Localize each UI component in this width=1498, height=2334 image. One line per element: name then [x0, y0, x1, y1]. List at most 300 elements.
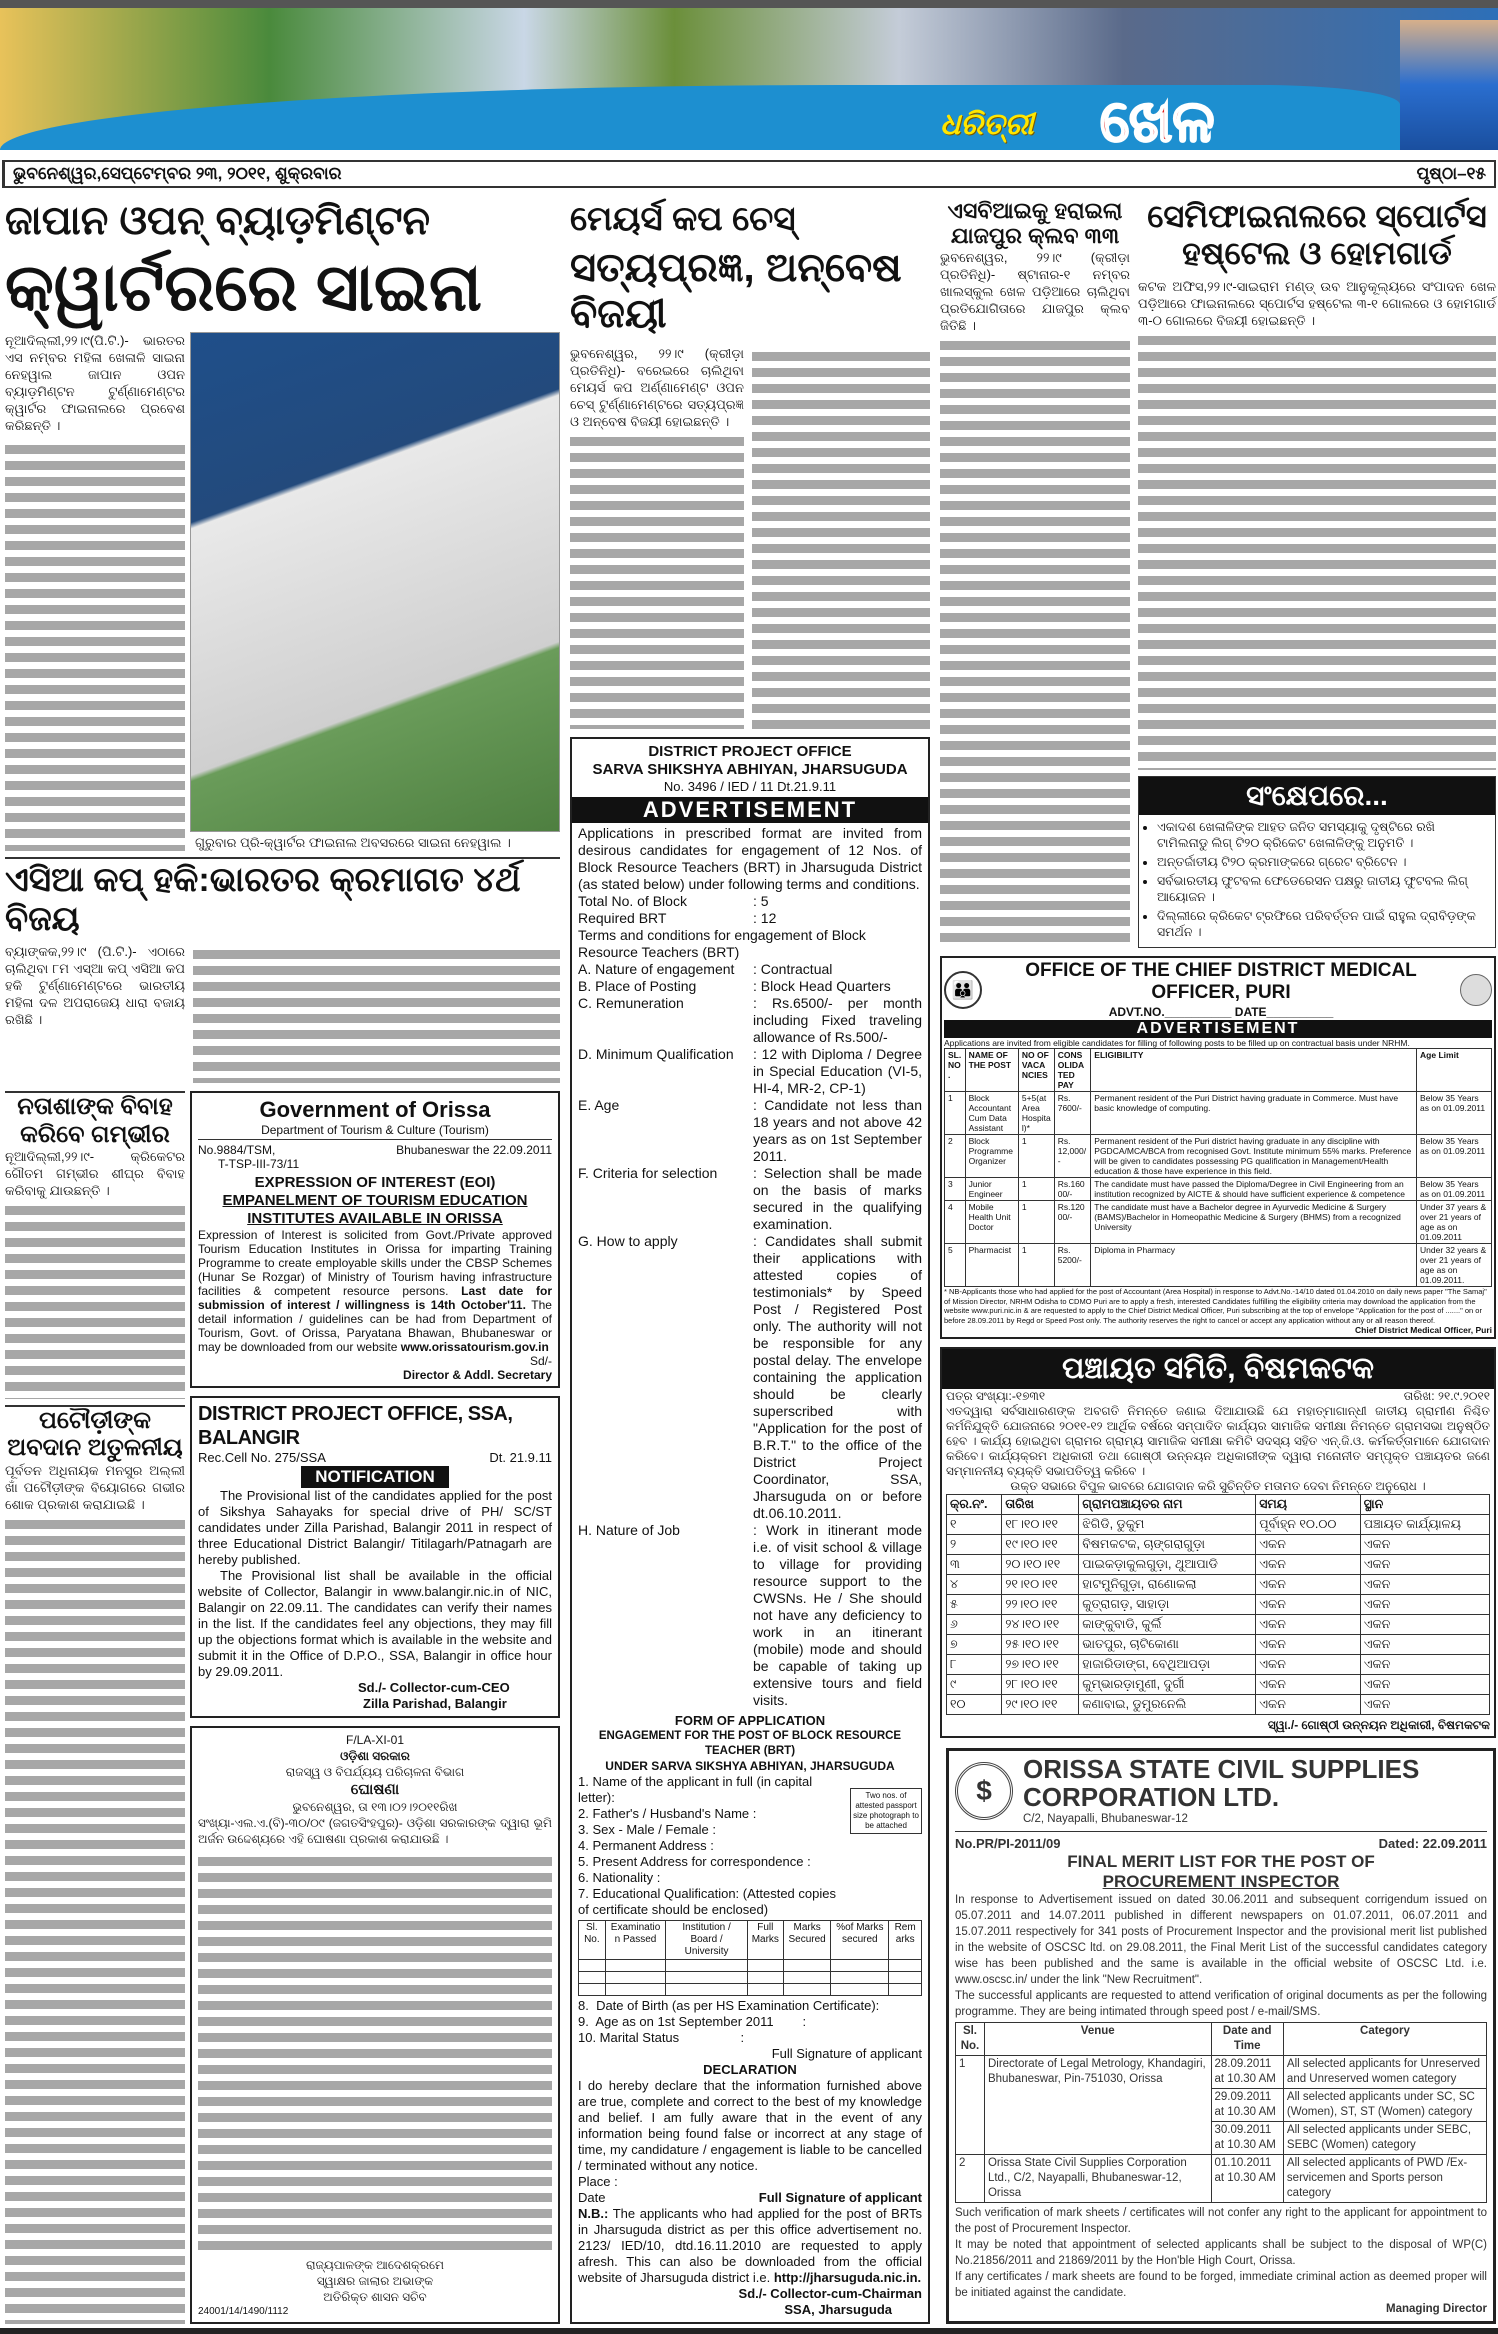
notice-gov: ଓଡ଼ିଶା ସରକାର — [340, 1749, 410, 1764]
table-cell: ୩ — [947, 1555, 1002, 1575]
saina-headline: କ୍ୱାର୍ଟରରେ ସାଇନା — [5, 250, 482, 324]
form-field: 5. Present Address for correspondence : — [578, 1854, 811, 1869]
table-cell: ୨୯।୧୦।୧୧ — [1002, 1695, 1079, 1715]
table-header: ଗ୍ରାମପଞ୍ଚାୟତର ନାମ — [1079, 1495, 1256, 1515]
ad-intro: Applications in prescribed format are invited from desirous candidates for engagement of 12 Nos. of Block Resource Teachers (BRT) in Jharsuguda District (as stated below) under following terms and conditions. — [578, 825, 922, 892]
headline-line: ହଷ୍ଟେଲ ଓ ହୋମଗାର୍ଡ — [1182, 234, 1452, 271]
table-cell: 3 — [945, 1178, 966, 1201]
table-cell: Under 32 years & over 21 years of age as on 01.09.2011. — [1417, 1244, 1492, 1287]
ad-title: DISTRICT PROJECT OFFICE, SSA, BALANGIR — [198, 1403, 513, 1450]
tourism-eoi-ad — [190, 1091, 560, 1388]
brief-item: • ଅନ୍ତର୍ଜାତୀୟ ଟି୨୦ କ୍ରମାଙ୍କରେ ଗ୍ରେଟ ବ୍ରିଟେନ । — [1157, 854, 1489, 870]
table-cell: 1 — [1018, 1201, 1054, 1244]
table-cell: ୨୦।୧୦।୧୧ — [1002, 1555, 1079, 1575]
term-value: : 12 — [753, 910, 777, 926]
category-cell: All selected applicants of PWD /Ex-servicemen and Sports person category — [1283, 2155, 1486, 2203]
ad-heading: FINAL MERIT LIST FOR THE POST OF — [1067, 1852, 1375, 1871]
pataudi-lead: ପୂର୍ବତନ ଅଧିନାୟକ ମନସୁର ଅଲ୍ଲୀ ଖାଁ ପଟୌଡ଼ୀଙ୍କ ବିୟୋଗରେ ଗଭୀର ଶୋକ ପ୍ରକାଶ କରାଯାଇଛି । — [5, 1463, 185, 1512]
article-text — [5, 1513, 185, 2324]
table-cell: 5+5(at Area Hospital)* — [1018, 1092, 1054, 1135]
page-bottom-rule — [0, 2328, 1498, 2334]
table-cell: Under 37 years & over 21 years of age as on 01.09.2011 — [1417, 1201, 1492, 1244]
ad-org: Government of Orissa — [259, 1097, 491, 1123]
notice-body: ଏତଦ୍ୱାରା ସର୍ବସାଧାରଣଙ୍କ ଅବଗତି ନିମନ୍ତେ ଜଣାଇ ଦିଆଯାଉଛି ଯେ ମହାତ୍ମାଗାନ୍ଧୀ ଜାତୀୟ ଗ୍ରାମୀଣ ନିଶ୍ଚିତ କର୍ମନିଯୁକ୍ତି ଯୋଜନାରେ ୨୦୧୧-୧୨ ଆର୍ଥିକ ବର୍ଷରେ ସମ୍ପାଦିତ କାର୍ଯ୍ୟର ସାମାଜିକ ସମୀକ୍ଷା ନିମନ୍ତେ ଗ୍ରାମସଭା ଅନୁଷ୍ଠିତ ହେବ । କାର୍ଯ୍ୟ ହୋଇଥିବା ଗ୍ରାମର ଗ୍ରାମ୍ୟ ସାମାଜିକ ସମୀକ୍ଷା କମିଟି ସଦସ୍ୟ ସହିତ ଏନ୍.ଜି.ଓ. କର୍ମକର୍ତ୍ତାମାନେ ଯୋଗଦାନ କରିବେ। କାର୍ଯ୍ୟକ୍ରମ ଅଧିକାରୀ ତଥା ଗୋଷ୍ଠୀ ଉନ୍ନୟନ ଅଧିକାରୀଙ୍କ ଦ୍ୱାରା ମନୋନୀତ ସମ୍ପୃକ୍ତ ପଞ୍ଚାୟତର ଜଣେ ସମ୍ମାନନୀୟ ବ୍ୟକ୍ତି ସଭାପତିତ୍ୱ କରିବେ । — [946, 1404, 1490, 1478]
venue-cell: Directorate of Legal Metrology, Khandagiri, Bhubaneswar, Pin-751030, Orissa — [984, 2056, 1211, 2155]
table-cell: ୨୭।୧୦।୧୧ — [1002, 1655, 1079, 1675]
hockey-lead: ବ୍ୟାଙ୍କକ,୨୨।୯ (ପି.ଟି.)- ଏଠାରେ ଚାଲିଥିବା ୮ମ ଏସ୍‌ଆ କପ୍ ଏସିଆ କପ ହକି ଟୁର୍ଣ୍ଣାମେଣ୍ଟରେ ଭାରତୀୟ ମହିଳା ଦଳ ଅପରାଜେୟ ଧାରା ବଜାୟ ରଖିଛି । — [5, 944, 185, 1028]
table-cell: ଏକନ — [1360, 1575, 1489, 1595]
table-cell: ୨୫।୧୦।୧୧ — [1002, 1635, 1079, 1655]
table-header: Venue — [984, 2023, 1211, 2056]
semifinal-article — [1138, 278, 1496, 770]
table-row — [945, 1178, 1492, 1201]
table-cell: Block Accountant Cum Data Assistant — [965, 1092, 1018, 1135]
table-cell: ଏକନ — [1360, 1655, 1489, 1675]
term-value: : 12 with Diploma / Degree in Special Education (VI-5, HI-4, MR-2, CP-1) — [753, 1046, 922, 1096]
table-header: Full Marks — [747, 1921, 783, 1960]
table-row — [947, 1675, 1490, 1695]
oscsc-merit-list-ad — [946, 1748, 1496, 2324]
notice-request: ଉକ୍ତ ସଭାରେ ବିପୁଳ ଭାବରେ ଯୋଗଦାନ କରି ସୁଚିନ୍ତିତ ମତାମତ ଦେବା ନିମନ୍ତେ ଅନୁରୋଧ । — [1010, 1479, 1426, 1493]
table-cell: 4 — [945, 1201, 966, 1244]
term-label: Total No. of Block — [578, 893, 687, 909]
brief-item: • ସର୍ବଭାରତୀୟ ଫୁଟବଲ ଫେଡେରେସନ ପକ୍ଷରୁ ଜାତୀୟ ଫୁଟବଲ ଲିଗ୍ ଆୟୋଜନ । — [1157, 873, 1489, 905]
table-header: Age Limit — [1417, 1049, 1492, 1092]
ad-para: In response to Advertisement issued on dated 30.06.2011 and subsequent corrigendum issued on 05.07.2011 and 14.07.2011 published in different newspapers on 01.07.2011, 06.07.2011 and 15.07.2011 respectively for 341 posts of Procurement Inspector and the provisional merit list published in the website of OSCSC ltd. on 29.08.2011, the Final Merit List of the successful candidates category wise has been published and the same is available in the official website of OSCSC Ltd. i.e. www.oscsc.in/ under the link "New Recruitment". — [955, 1894, 1487, 1986]
notice-body: ସଂଖ୍ୟା-ଏଲ.ଏ.(ବି)-୩୦/୦୯ (ଜଗତସିଂହପୁର)- ଓଡ଼ିଶା ସରକାରଙ୍କ ଦ୍ୱାରା ଭୂମି ଅର୍ଜନ ଉଦ୍ଦେଶ୍ୟରେ ଏହି ଘୋଷଣା ପ୍ରକାଶ କରାଯାଉଛି । — [198, 1816, 552, 1847]
date-cell: 29.09.2011 at 10.30 AM — [1211, 2089, 1283, 2122]
article-text — [5, 1199, 185, 1399]
brief-item: • ଏକାଦଶ ଖେଳାଳିଙ୍କ ଆହତ ଜନିତ ସମସ୍ୟାକୁ ଦୃଷ୍ଟିରେ ରଖି ଟାମିଲନାଡୁ ଲିଗ୍‌ ଟି୨୦ କ୍ରିକେଟ ଖେଳାଳିଙ୍କୁ ଅନୁମତି । — [1157, 819, 1489, 851]
table-cell: ୧ — [947, 1515, 1002, 1535]
table-cell: Below 35 Years as on 01.09.2011 — [1417, 1135, 1492, 1178]
ad-ref-no: No. 3496 / IED / 11 Dt.21.9.11 — [663, 779, 837, 794]
chess-headline: ସତ୍ୟପ୍ରଜ୍ଞ, ଅନ୍ବେଷ ବିଜୟୀ — [570, 246, 902, 337]
table-header: NAME OF THE POST — [965, 1049, 1018, 1092]
table-cell: Rs. 12,000/- — [1054, 1135, 1091, 1178]
gambhir-article — [5, 1091, 185, 1399]
table-header: ତାରିଖ — [1002, 1495, 1079, 1515]
declaration-title: DECLARATION — [703, 2062, 797, 2077]
posts-table — [944, 1048, 1492, 1287]
oscsc-logo-icon: $ — [955, 1762, 1013, 1820]
hockey-headline: ଏସିଆ କପ୍ ହକି:ଭାରତର କ୍ରମାଗତ ୪ର୍ଥ ବିଜୟ — [5, 857, 560, 939]
table-cell: Rs. 5200/- — [1054, 1244, 1091, 1287]
table-cell: ଏକନ — [1256, 1695, 1361, 1715]
ad-body: Expression of Interest is solicited from Govt./Private approved Tourism Education Institutes in Orissa for imparting Training Programme to create employable skills under the CBSP Schemes (Hunar Se Rozgar) of Ministry of Tourism having infrastructure facilities & competent resource persons. — [198, 1228, 552, 1299]
table-cell: Rs. 7600/- — [1054, 1092, 1091, 1135]
form-field: 10. Marital Status : — [578, 2030, 745, 2045]
term-row — [578, 1046, 922, 1097]
table-cell: ଏକନ — [1256, 1635, 1361, 1655]
ad-para: The successful applicants are requested to attend verification of original documents as per the following programme. They are being intimated through speed post / e-mail/SMS. — [955, 1990, 1487, 2018]
article-text — [570, 430, 744, 729]
table-header: CONSOLIDATED PAY — [1054, 1049, 1091, 1092]
table-header: Institution / Board / University — [666, 1921, 747, 1960]
article-text — [5, 438, 185, 851]
table-cell: 5 — [945, 1244, 966, 1287]
form-field: 7. Educational Qualification: (Attested copies of certificate should be enclosed) — [578, 1886, 836, 1917]
education-table — [578, 1920, 922, 1996]
venue-cell: Orissa State Civil Supplies Corporation Ltd., C/2, Nayapalli, Bhubaneswar-12, Orissa — [984, 2155, 1211, 2203]
table-cell: ଏକନ — [1360, 1675, 1489, 1695]
notice-signatory: ସ୍ୱା./- ଗୋଷ୍ଠୀ ଉନ୍ନୟନ ଅଧିକାରୀ, ବିଷମକଟକ — [1267, 1718, 1490, 1732]
table-cell: ୨୪।୧୦।୧୧ — [1002, 1615, 1079, 1635]
ad-ref-no: No.PR/PI-2011/09 — [955, 1836, 1061, 1851]
category-cell: All selected applicants under SEBC, SEBC (Women) category — [1283, 2122, 1486, 2155]
table-cell: ଏକନ — [1256, 1555, 1361, 1575]
ad-sd: Sd/- — [529, 1354, 552, 1369]
table-cell: ଏକନ — [1256, 1675, 1361, 1695]
ad-ref-no: ADVT.NO.__________ DATE__________ — [1108, 1005, 1334, 1019]
place-field: Place : — [578, 2174, 618, 2189]
table-cell: Below 35 Years as on 01.09.2011 — [1417, 1178, 1492, 1201]
table-cell: ୨୧।୧୦।୧୧ — [1002, 1575, 1079, 1595]
article-text — [940, 334, 1130, 948]
form-title: ENGAGEMENT FOR THE POST OF BLOCK RESOURCE TEACHER (BRT) — [598, 1730, 902, 1757]
table-cell: ଏକନ — [1360, 1555, 1489, 1575]
term-label: E. Age — [578, 1097, 620, 1113]
article-text — [1138, 329, 1496, 770]
ad-address: C/2, Nayapalli, Bhubaneswar-12 — [1023, 1813, 1188, 1825]
ad-subtitle: EMPANELMENT OF TOURISM EDUCATION INSTITUTES AVAILABLE IN ORISSA — [222, 1192, 528, 1228]
left-lower-row — [5, 1091, 560, 2324]
form-field: 8. Date of Birth (as per HS Examination Certificate): — [578, 1998, 880, 2013]
table-cell: ଏକନ — [1360, 1615, 1489, 1635]
notice-title: ଘୋଷଣା — [350, 1781, 400, 1799]
table-cell: ଝିଗିଡି, ଡୁକୁମ — [1079, 1515, 1256, 1535]
ad-ref-no: No.9884/TSM, — [198, 1143, 276, 1158]
table-cell: ୧୯।୧୦।୧୧ — [1002, 1535, 1079, 1555]
table-header: Sl. No. — [956, 2023, 985, 2056]
form-field: 4. Permanent Address : — [578, 1838, 714, 1853]
term-value: : Contractual — [753, 961, 833, 977]
category-cell: All selected applicants under SC, SC (Women), ST, ST (Women) category — [1283, 2089, 1486, 2122]
right-column — [940, 198, 1496, 2324]
date-field: Date — [578, 2190, 606, 2205]
table-cell: ୪ — [947, 1575, 1002, 1595]
revenue-dept-notice — [190, 1726, 560, 2324]
ad-intro: Applications are invited from eligible candidates for filling of following posts to be filled up on contractual basis under NRHM. — [944, 1038, 1410, 1048]
table-header: Remarks — [889, 1921, 922, 1960]
ad-date: Dt. 21.9.11 — [489, 1450, 552, 1466]
right-top-row — [940, 198, 1496, 948]
table-cell: 1 — [945, 1092, 966, 1135]
table-cell: The candidate must have passed the Diploma/Degree in Civil Engineering from an institution recognized by AICTE & should have sufficient experience & competence — [1091, 1178, 1417, 1201]
nb-text: The applicants who had applied for the post of BRTs in Jharsuguda district as per this office advertisement no. 2123/ IED/10, dtd.16.11.2010 are requested to apply afresh. This can also be downloaded from the official website of Jharsuguda district i.e. — [578, 2206, 922, 2285]
term-value: : 5 — [753, 893, 769, 909]
table-cell: Rs.16000/- — [1054, 1178, 1091, 1201]
date-cell: 30.09.2011 at 10.30 AM — [1211, 2122, 1283, 2155]
article-text — [193, 943, 560, 1083]
table-cell: ଏକନ — [1256, 1575, 1361, 1595]
pataudi-headline: ପଟୌଡ଼ୀଙ୍କ ଅବଦାନ ଅତୁଳନୀୟ — [7, 1406, 183, 1462]
notice-code: 24001/14/1490/1112 — [198, 2306, 289, 2317]
table-cell: ୧୦ — [947, 1695, 1002, 1715]
nb-label: N.B.: — [578, 2206, 609, 2221]
chess-lead: ଭୁବନେଶ୍ୱର, ୨୨।୯ (କ୍ରୀଡ଼ା ପ୍ରତିନିଧି)- ବରେଇରେ ଚାଲିଥିବା ମେୟର୍ସ କପ ଅର୍ଣ୍ଣାମେଣ୍ଟ ଓପନ ଚେସ୍ ଟୁର୍ଣ୍ଣାମେଣ୍ଟରେ ସତ୍ୟପ୍ରଜ୍ଞ ଓ ଅନ୍ବେଷ ବିଜୟୀ ହୋଇଛନ୍ତି । — [570, 346, 744, 430]
ad-body2: The detail information / guidelines can be had from Department of Tourism, Govt. of Orissa, Paryatana Bhawan, Bhubaneswar or may be downloaded from our website — [198, 1298, 552, 1355]
ad-website-link[interactable]: www.orissatourism.gov.in — [400, 1340, 549, 1355]
table-cell: Below 35 Years as on 01.09.2011 — [1417, 1092, 1492, 1135]
term-row — [578, 1233, 922, 1522]
table-header: ସମୟ — [1256, 1495, 1361, 1515]
table-cell: ଏକନ — [1360, 1595, 1489, 1615]
form-field: 3. Sex - Male / Female : — [578, 1822, 716, 1837]
gram-sabha-schedule-table — [946, 1494, 1490, 1715]
semifinal-lead: କଟକ ଅଫିସ,୨୨।୯-ସାଇରାମ ମଣ୍ଡ୍ ଉବ ଆନୁକୂଲ୍ୟରେ ସଂପାଦନ ଖେଳ ପଡ଼ିଆରେ ଫାଇନାଲରେ ସ୍ପୋର୍ଟସ ହଷ୍ଟେଲ ୩-୧ ଗୋଲରେ ଓ ହୋମଗାର୍ଡ ୩-୦ ଗୋଲରେ ବିଜୟୀ ହୋଇଛନ୍ତି । — [1138, 278, 1496, 328]
masthead-publication: ଧରିତ୍ରୀ — [940, 108, 1034, 141]
table-row — [947, 1655, 1490, 1675]
ad-terms-title: Terms and conditions for engagement of Block Resource Teachers (BRT) — [578, 927, 866, 960]
ad-signatory-office: SSA, Jharsuguda — [784, 2302, 892, 2317]
term-value: : Rs.6500/- per month including Fixed traveling allowance of Rs.500/- — [753, 995, 922, 1045]
ad-title: DISTRICT PROJECT OFFICE — [648, 743, 852, 760]
table-cell: 1 — [1018, 1178, 1054, 1201]
term-label: Required BRT — [578, 910, 667, 926]
hockey-article — [5, 943, 560, 1083]
chess-kicker: ମେୟର୍ସ କପ ଚେସ୍ — [570, 200, 796, 238]
table-cell: ଏକନ — [1360, 1535, 1489, 1555]
table-cell: 2 — [945, 1135, 966, 1178]
form-title: FORM OF APPLICATION — [674, 1713, 826, 1728]
table-cell: ପୂର୍ବାହ୍ନ ୧୦.୦୦ — [1256, 1515, 1361, 1535]
table-row — [945, 1201, 1492, 1244]
ad-title: OFFICE OF THE CHIEF DISTRICT MEDICAL OFFICER, PURI — [1025, 960, 1417, 1003]
panchayat-samiti-notice — [940, 1347, 1496, 1738]
table-header: Sl. No. — [579, 1921, 606, 1960]
term-label: G. How to apply — [578, 1233, 678, 1249]
signature-line: Full Signature of applicant — [758, 2190, 922, 2205]
odisha-emblem-icon — [1460, 974, 1492, 1006]
table-cell: 1 — [1018, 1135, 1054, 1178]
term-row — [578, 1097, 922, 1165]
table-cell: ଏକନ — [1256, 1615, 1361, 1635]
date-cell: 28.09.2011 at 10.30 AM — [1211, 2056, 1283, 2089]
website-link[interactable]: http://jharsuguda.nic.in. — [773, 2270, 922, 2285]
table-header: ELIGIBILITY — [1091, 1049, 1417, 1092]
table-cell: Block Programme Organizer — [965, 1135, 1018, 1178]
table-header: NO OF VACANCIES — [1018, 1049, 1054, 1092]
form-field: 2. Father's / Husband's Name : — [578, 1806, 757, 1821]
table-cell: ୧୮।୧୦।୧୧ — [1002, 1515, 1079, 1535]
saina-article — [5, 332, 560, 851]
table-cell: ୨୨।୧୦।୧୧ — [1002, 1595, 1079, 1615]
table-cell: Diploma in Pharmacy — [1091, 1244, 1417, 1287]
table-row — [945, 1135, 1492, 1178]
notice-ref: ପତ୍ର ସଂଖ୍ୟା:-୧୭୩୧ — [946, 1389, 1046, 1403]
table-cell: Mobile Health Unit Doctor — [965, 1201, 1018, 1244]
signature-line: Full Signature of applicant — [771, 2046, 922, 2061]
ad-title: CORPORATION LTD. — [1023, 1782, 1280, 1812]
form-field: 9. Age as on 1st September 2011 : — [578, 2014, 807, 2029]
notice-date: ଭୁବନେଶ୍ୱର, ତା ୧୩।୦୨।୨୦୧୧ରିଖ — [292, 1800, 458, 1815]
ad-signatory-office: Zilla Parishad, Balangir — [363, 1696, 507, 1712]
ad-dept: Department of Tourism & Culture (Tourism) — [198, 1123, 552, 1140]
table-header: କ୍ର.ନଂ. — [947, 1495, 1002, 1515]
table-cell: ୮ — [947, 1655, 1002, 1675]
middle-column — [570, 200, 930, 2324]
ad-note: If any certificates / mark sheets are found to be forged, immediate criminal action as deemed proper will be initiated against the candidate. — [955, 2271, 1487, 2299]
notice-text — [198, 1850, 552, 2254]
ad-para: The Provisional list of the candidates applied for the post of Sikshya Sahayaks for special drive of PH/ SC/ST candidates under Zilla Parishad, Balangir 2011 in respect of three Educational District Balangir/ Titilagarh/Patnagarh are hereby published. — [198, 1488, 552, 1568]
headline-line: ସେମିଫାଇନାଲରେ ସ୍ପୋର୍ଟସ — [1147, 198, 1487, 234]
table-cell: ପଞ୍ଚାୟତ କାର୍ଯ୍ୟାଳୟ — [1360, 1515, 1489, 1535]
table-cell: Rs.12000/- — [1054, 1201, 1091, 1244]
term-row — [578, 910, 922, 927]
term-value: : Selection shall be made on the basis of marks secured in the qualifying examination. — [753, 1165, 922, 1232]
masthead-section-title: ଖେଳ — [1100, 89, 1215, 154]
sbi-lead: ଭୁବନେଶ୍ୱର, ୨୨।୯ (କ୍ରୀଡ଼ା ପ୍ରତିନିଧି)- ଷ୍ଟାନାର-୧ ନମ୍ବର ଖାଲସ୍କୁଲ ଖେଳ ପଡ଼ିଆରେ ଚାଲିଥିବା ପ୍ରତିଯୋଗିତାରେ ଯାଜପୁର କ୍ଲବ ଜିତିଛି । — [940, 249, 1130, 333]
gambhir-lead: ନୂଆଦିଲ୍ଲୀ,୨୨।୯- କ୍ରିକେଟର ଗୌତମ ଗମ୍ଭୀର ଶୀଘ୍ର ବିବାହ କରିବାକୁ ଯାଉଛନ୍ତି । — [5, 1149, 185, 1199]
table-cell: ଏକନ — [1360, 1635, 1489, 1655]
table-header: Marks Secured — [783, 1921, 831, 1960]
term-label: D. Minimum Qualification — [578, 1046, 734, 1062]
ad-signatory: Chief District Medical Officer, Puri — [1355, 1325, 1492, 1335]
ad-date: Bhubaneswar the 22.09.2011 — [396, 1143, 552, 1158]
term-label: A. Nature of engagement — [578, 961, 735, 977]
table-cell: କାଙ୍କୁବାଡି, କୁର୍ଲି — [1079, 1615, 1256, 1635]
table-cell: ୭ — [947, 1635, 1002, 1655]
table-row — [947, 1575, 1490, 1595]
table-header: Category — [1283, 2023, 1486, 2056]
notice-title: ପଞ୍ଚାୟତ ସମିତି, ବିଷମକଟକ — [942, 1349, 1494, 1389]
puri-cdmo-ad — [940, 956, 1496, 1339]
table-row — [947, 1515, 1490, 1535]
notice-date: ତାରିଖ: ୨୧.୯.୨୦୧୧ — [1403, 1389, 1490, 1403]
notice-sign: ଅତିରିକ୍ତ ଶାସନ ସଚିବ — [323, 2290, 427, 2304]
table-row — [947, 1595, 1490, 1615]
sbi-article — [940, 198, 1130, 948]
ad-title: ORISSA STATE CIVIL SUPPLIES — [1023, 1754, 1420, 1784]
saina-photo — [190, 332, 560, 832]
notice-dept: ରାଜସ୍ୱ ଓ ବିପର୍ଯ୍ୟୟ ପରିଚାଳନା ବିଭାଗ — [285, 1765, 465, 1780]
table-cell: ଏକନ — [1256, 1595, 1361, 1615]
term-label: H. Nature of Job — [578, 1522, 680, 1538]
verification-schedule-table: Sl. No. Venue Date and Time Category 1 Directorate of Legal Metrology, Khandagiri, Bhubaneswar, Pin-751030, Orissa 28.09.2011 at 10.30 AM All selected applicants for Unreserved and Unreserved women category 29.09.2011 at 10.30 AM All selected applicants under SC, SC (Women), ST, ST (Women) category 30.09.2011 at 10.30 AM All selected applicants under SEBC, SEBC (Women) category 2 Orissa State Civil Supplies Corporation Ltd., C/2, Nayapalli, Bhubaneswar-12, Orissa 01.10.2011 at 10.30 AM All selected applicants of PWD /Ex-servicemen and Sports person category — [955, 2022, 1487, 2203]
table-cell: ଏକନ — [1360, 1695, 1489, 1715]
photo-box: Two nos. of attested passport size photograph to be attached — [850, 1788, 922, 1834]
notice-sign: ସ୍ୱାକ୍ଷର ଜାଲାର ଅଭାଙ୍କ — [316, 2274, 434, 2288]
term-row — [578, 1165, 922, 1233]
ad-title: EXPRESSION OF INTEREST (EOI) — [254, 1174, 496, 1192]
briefs-title: ସଂକ୍ଷେପରେ... — [1139, 777, 1495, 815]
term-row — [578, 961, 922, 978]
term-value: : Work in itinerant mode i.e. of visit school & village to village for providing resource support to the CWSNs. He / She should not have any deficiency to work in an itinerant (mobile) mode and should be capable of taking up extensive tours and field visits. — [753, 1522, 922, 1708]
ad-ref-no: Rec.Cell No. 275/SSA — [198, 1450, 326, 1466]
table-row — [947, 1615, 1490, 1635]
ad-ref: T-TSP-III-73/11 — [218, 1157, 300, 1172]
semifinal-headline — [1138, 198, 1496, 272]
table-cell: କୁମ୍ଭାରଡ଼ାମୁଣୀ, ଦୁର୍ଗୀ — [1079, 1675, 1256, 1695]
notice-ref: F/LA-XI-01 — [345, 1733, 405, 1748]
ad-date: Dated: 22.09.2011 — [1378, 1836, 1487, 1851]
sbi-headline: ଏସବିଆଇକୁ ହରାଇଲା ଯାଜପୁର କ୍ଲବ ୩୩ — [947, 198, 1123, 249]
saina-lead: ନୂଆଦିଲ୍ଲୀ,୨୨।୯(ପି.ଟି.)- ଭାରତର ଏସ ନମ୍ବର ମହିଳା ଖେଳାଳି ସାଇନା ନେହୱାଲ ଜାପାନ ଓପନ ବ୍ୟାଡ଼ମିଣ୍ଟନ ଟୁର୍ଣ୍ଣାମେଣ୍ଟର କ୍ୱାର୍ଟର ଫାଇନାଲରେ ପ୍ରବେଶ କରିଛନ୍ତି । — [5, 332, 185, 433]
ad-heading: PROCUREMENT INSPECTOR — [1102, 1872, 1340, 1891]
declaration-text: I do hereby declare that the information furnished above are true, complete and correct to the best of my knowledge and belief. I am fully aware that in the event of any information being found false or incorrect at any stage of time, my candidature / engagement is liable to be cancelled / terminated without any notice. — [578, 2078, 922, 2173]
table-cell: ପାଇକଡ଼ାକୁଲଗୁଡ଼ା, ଥୁଆପାଡି — [1079, 1555, 1256, 1575]
ad-signatory: Director & Addl. Secretary — [403, 1368, 552, 1383]
form-title: UNDER SARVA SIKSHYA ABHIYAN, JHARSUGUDA — [605, 1759, 895, 1773]
ad-label: ADVERTISEMENT — [944, 1020, 1492, 1038]
table-cell: ଭାତପୁର, ଚାଟିକୋଣା — [1079, 1635, 1256, 1655]
ad-note: It may be noted that appointment of selected applicants shall be subject to the disposal of WP(C) No.21856/2011 and 21869/2011 by the Hon'ble High Court, Orissa. — [955, 2239, 1487, 2267]
date-cell: 01.10.2011 at 10.30 AM — [1211, 2155, 1283, 2203]
table-header: Examination Passed — [605, 1921, 666, 1960]
ad-note: * NB-Applicants those who had applied for the post of Accountant (Area Hospital) in response to Advt.No.-14/10 dated 01.04.2010 on daily news paper "The Samaj" of Mission Director, NRHM Odisha to CDMO Puri are to apply a fresh, interested Candidates fulfilling the eligibility criteria may download the application from the website www.puri.nic.in & are requested to apply to the Chief District Medical Officer, Puri subscribing at the top of envelope "Application for the post of ......." on or before 28.09.2011 by Regd or Speed Post only. The authority reserves the right to cancel or accept any application without any or all reason thereof. — [944, 1287, 1487, 1325]
ad-signatory: Sd./- Collector-cum-CEO — [358, 1680, 510, 1696]
form-field: 6. Nationality : — [578, 1870, 661, 1885]
left-column — [5, 198, 560, 2324]
ad-label: NOTIFICATION — [301, 1466, 449, 1488]
dateline: ଭୁବନେଶ୍ୱର,ସେପ୍ଟେମ୍ବର ୨୩, ୨୦୧୧, ଶୁକ୍ରବାର — [13, 164, 342, 183]
table-cell: 1 — [1018, 1244, 1054, 1287]
table-header: %of Marks secured — [831, 1921, 889, 1960]
balangir-notification-ad — [190, 1396, 560, 1718]
table-cell: ୯ — [947, 1675, 1002, 1695]
term-label: B. Place of Posting — [578, 978, 697, 994]
ad-title: SARVA SHIKSHYA ABHIYAN, JHARSUGUDA — [592, 761, 908, 778]
nrhm-logo-icon: 👪 — [944, 971, 982, 1009]
ad-signatory: Managing Director — [1386, 2303, 1487, 2315]
table-row — [947, 1635, 1490, 1655]
table-cell: The candidate must have a Bachelor degree in Ayurvedic Medicine & Surgery (BAMS)/Bachelor in Homeopathic Medicine & Surgery (BHMS) from a recognized University — [1091, 1201, 1417, 1244]
table-cell: Pharmacist — [965, 1244, 1018, 1287]
notice-sign: ରାଜ୍ୟପାଳଙ୍କ ଆଦେଶକ୍ରମେ — [305, 2258, 444, 2272]
saina-kicker: ଜାପାନ ଓପନ୍ ବ୍ୟାଡ଼ମିଣ୍ଟନ — [5, 199, 431, 243]
ad-label: ADVERTISEMENT — [572, 797, 928, 823]
briefs-box — [1138, 776, 1496, 948]
table-row — [947, 1535, 1490, 1555]
page-number: ପୃଷ୍ଠା–୧୫ — [1416, 164, 1486, 183]
dateline-bar — [2, 160, 1496, 188]
table-cell: ଏକନ — [1256, 1535, 1361, 1555]
term-value: : Candidates shall submit their applications with attested copies of testimonials* by Speed Post / Registered Post only. The authority will not be responsible for any postal delay. The envelope containing the application should be clearly superscribed with "Application for the post of B.R.T." to the office of the District Project Coordinator, SSA, Jharsuguda on or before dt.06.10.2011. — [753, 1233, 922, 1521]
table-header: Date and Time — [1211, 2023, 1283, 2056]
table-row — [945, 1244, 1492, 1287]
term-row — [578, 978, 922, 995]
ad-signatory: Sd./- Collector-cum-Chairman — [738, 2286, 922, 2301]
table-row — [947, 1695, 1490, 1715]
ad-note: Such verification of mark sheets / certificates will not confer any right to the applicant for appointment to the post of Procurement Inspector. — [955, 2207, 1487, 2235]
term-value: : Block Head Quarters — [753, 978, 891, 994]
table-cell: ୨୮।୧୦।୧୧ — [1002, 1675, 1079, 1695]
term-row — [578, 1522, 922, 1709]
table-header: ସ୍ଥାନ — [1360, 1495, 1489, 1515]
table-row — [945, 1092, 1492, 1135]
table-cell: ବିଷମକଟକ, ଚାଙ୍ଗରାଗୁଡ଼ା — [1079, 1535, 1256, 1555]
brief-item: • ଦିଲ୍ଲୀରେ କ୍ରିକେଟ ଟ୍ରଫିରେ ପରିବର୍ତ୍ତନ ପାଇଁ ରାହୁଲ ଦ୍ରାବିଡ଼ଙ୍କ ସମର୍ଥନ । — [1157, 908, 1489, 940]
table-cell: ୫ — [947, 1595, 1002, 1615]
table-cell: Junior Engineer — [965, 1178, 1018, 1201]
saina-caption: ଗୁରୁବାର ପ୍ରି-କ୍ୱାର୍ଟର ଫାଇନାଲ ଅବସରରେ ସାଇନା ନେହୱାଲ । — [195, 834, 511, 850]
table-cell: କୁତ୍ରାଗଡ଼, ସାହାଡ଼ା — [1079, 1595, 1256, 1615]
table-cell: ହାଜାରିଡାଙ୍ଗ, ବେଥିଆପଡ଼ା — [1079, 1655, 1256, 1675]
table-cell: Permanent resident of the Puri district having graduate in any discipline with PGDCA/MCA/BCA from recognised Govt. Institute minimum 55% marks. Preference will be given to candidates possessing PG qualification in Management/Health education & those have experience in this field. — [1091, 1135, 1417, 1178]
term-row — [578, 893, 922, 910]
table-cell: ଏକନ — [1256, 1655, 1361, 1675]
table-cell: ୨ — [947, 1535, 1002, 1555]
gambhir-headline: ନତାଶାଙ୍କ ବିବାହ କରିବେ ଗମ୍ଭୀର — [17, 1093, 173, 1148]
table-row — [947, 1555, 1490, 1575]
table-cell: ହାଟମୁନିଗୁଡ଼ା, ରାଣୋକଲା — [1079, 1575, 1256, 1595]
category-cell: All selected applicants for Unreserved and Unreserved women category — [1283, 2056, 1486, 2089]
table-cell: Permanent resident of the Puri District having graduate in Commerce. Must have basic knowledge of computing. — [1091, 1092, 1417, 1135]
table-cell: ୬ — [947, 1615, 1002, 1635]
table-cell: କଣାବାଇ, ଡୁମୁରନେଲି — [1079, 1695, 1256, 1715]
ad-para: The Provisional list shall be available in the official website of Collector, Balangir in www.balangir.nic.in of NIC, Balangir on 22.09.11. The candidates can verify their names in the list. If the candidates feel any objections, they may fill up the objections format which is available in the website and submit it in the Office of D.P.O., SSA, Balangir in office hour by 29.09.2011. — [198, 1568, 552, 1680]
